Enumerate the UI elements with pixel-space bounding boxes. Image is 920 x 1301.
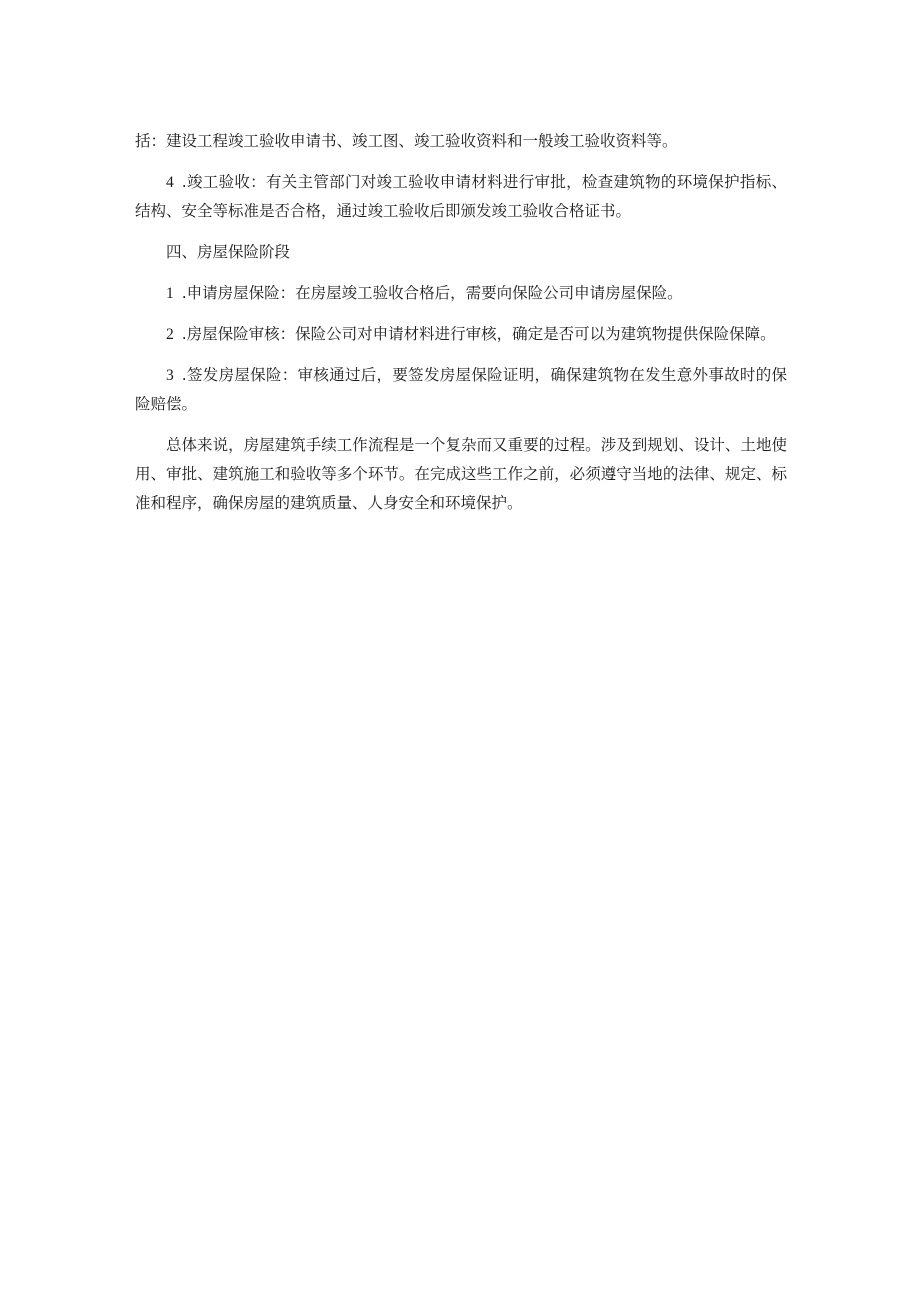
item-number: 3 <box>166 367 174 384</box>
paragraph-text: 括：建设工程竣工验收申请书、竣工图、竣工验收资料和一般竣工验收资料等。 <box>135 132 678 150</box>
paragraph-text: .签发房屋保险：审核通过后，要签发房屋保险证明，确保建筑物在发生意外事故时的保险赔偿。 <box>135 366 787 413</box>
paragraph-text: .房屋保险审核：保险公司对申请材料进行审核，确定是否可以为建筑物提供保险保障。 <box>181 325 776 343</box>
paragraph-item-3 <box>135 361 787 419</box>
paragraph-item-4 <box>135 168 787 226</box>
paragraph-item-2 <box>135 320 787 349</box>
paragraph-summary <box>135 431 787 518</box>
document-body <box>135 127 787 530</box>
paragraph-text: .竣工验收：有关主管部门对竣工验收申请材料进行审批，检查建筑物的环境保护指标、结构、安全等标准是否合格，通过竣工验收后即颁发竣工验收合格证书。 <box>135 173 787 220</box>
item-number: 4 <box>166 174 174 191</box>
heading-text: 四、房屋保险阶段 <box>166 243 291 261</box>
paragraph-continuation <box>135 127 787 156</box>
paragraph-item-1 <box>135 279 787 308</box>
paragraph-text: .申请房屋保险：在房屋竣工验收合格后，需要向保险公司申请房屋保险。 <box>181 284 683 302</box>
item-number: 2 <box>166 326 174 343</box>
paragraph-text: 总体来说，房屋建筑手续工作流程是一个复杂而又重要的过程。涉及到规划、设计、土地使用、审批、建筑施工和验收等多个环节。在完成这些工作之前，必须遵守当地的法律、规定、标准和程序，确保房屋的建筑质量、人身安全和环境保护。 <box>135 436 787 512</box>
section-heading <box>135 238 787 267</box>
item-number: 1 <box>166 285 174 302</box>
